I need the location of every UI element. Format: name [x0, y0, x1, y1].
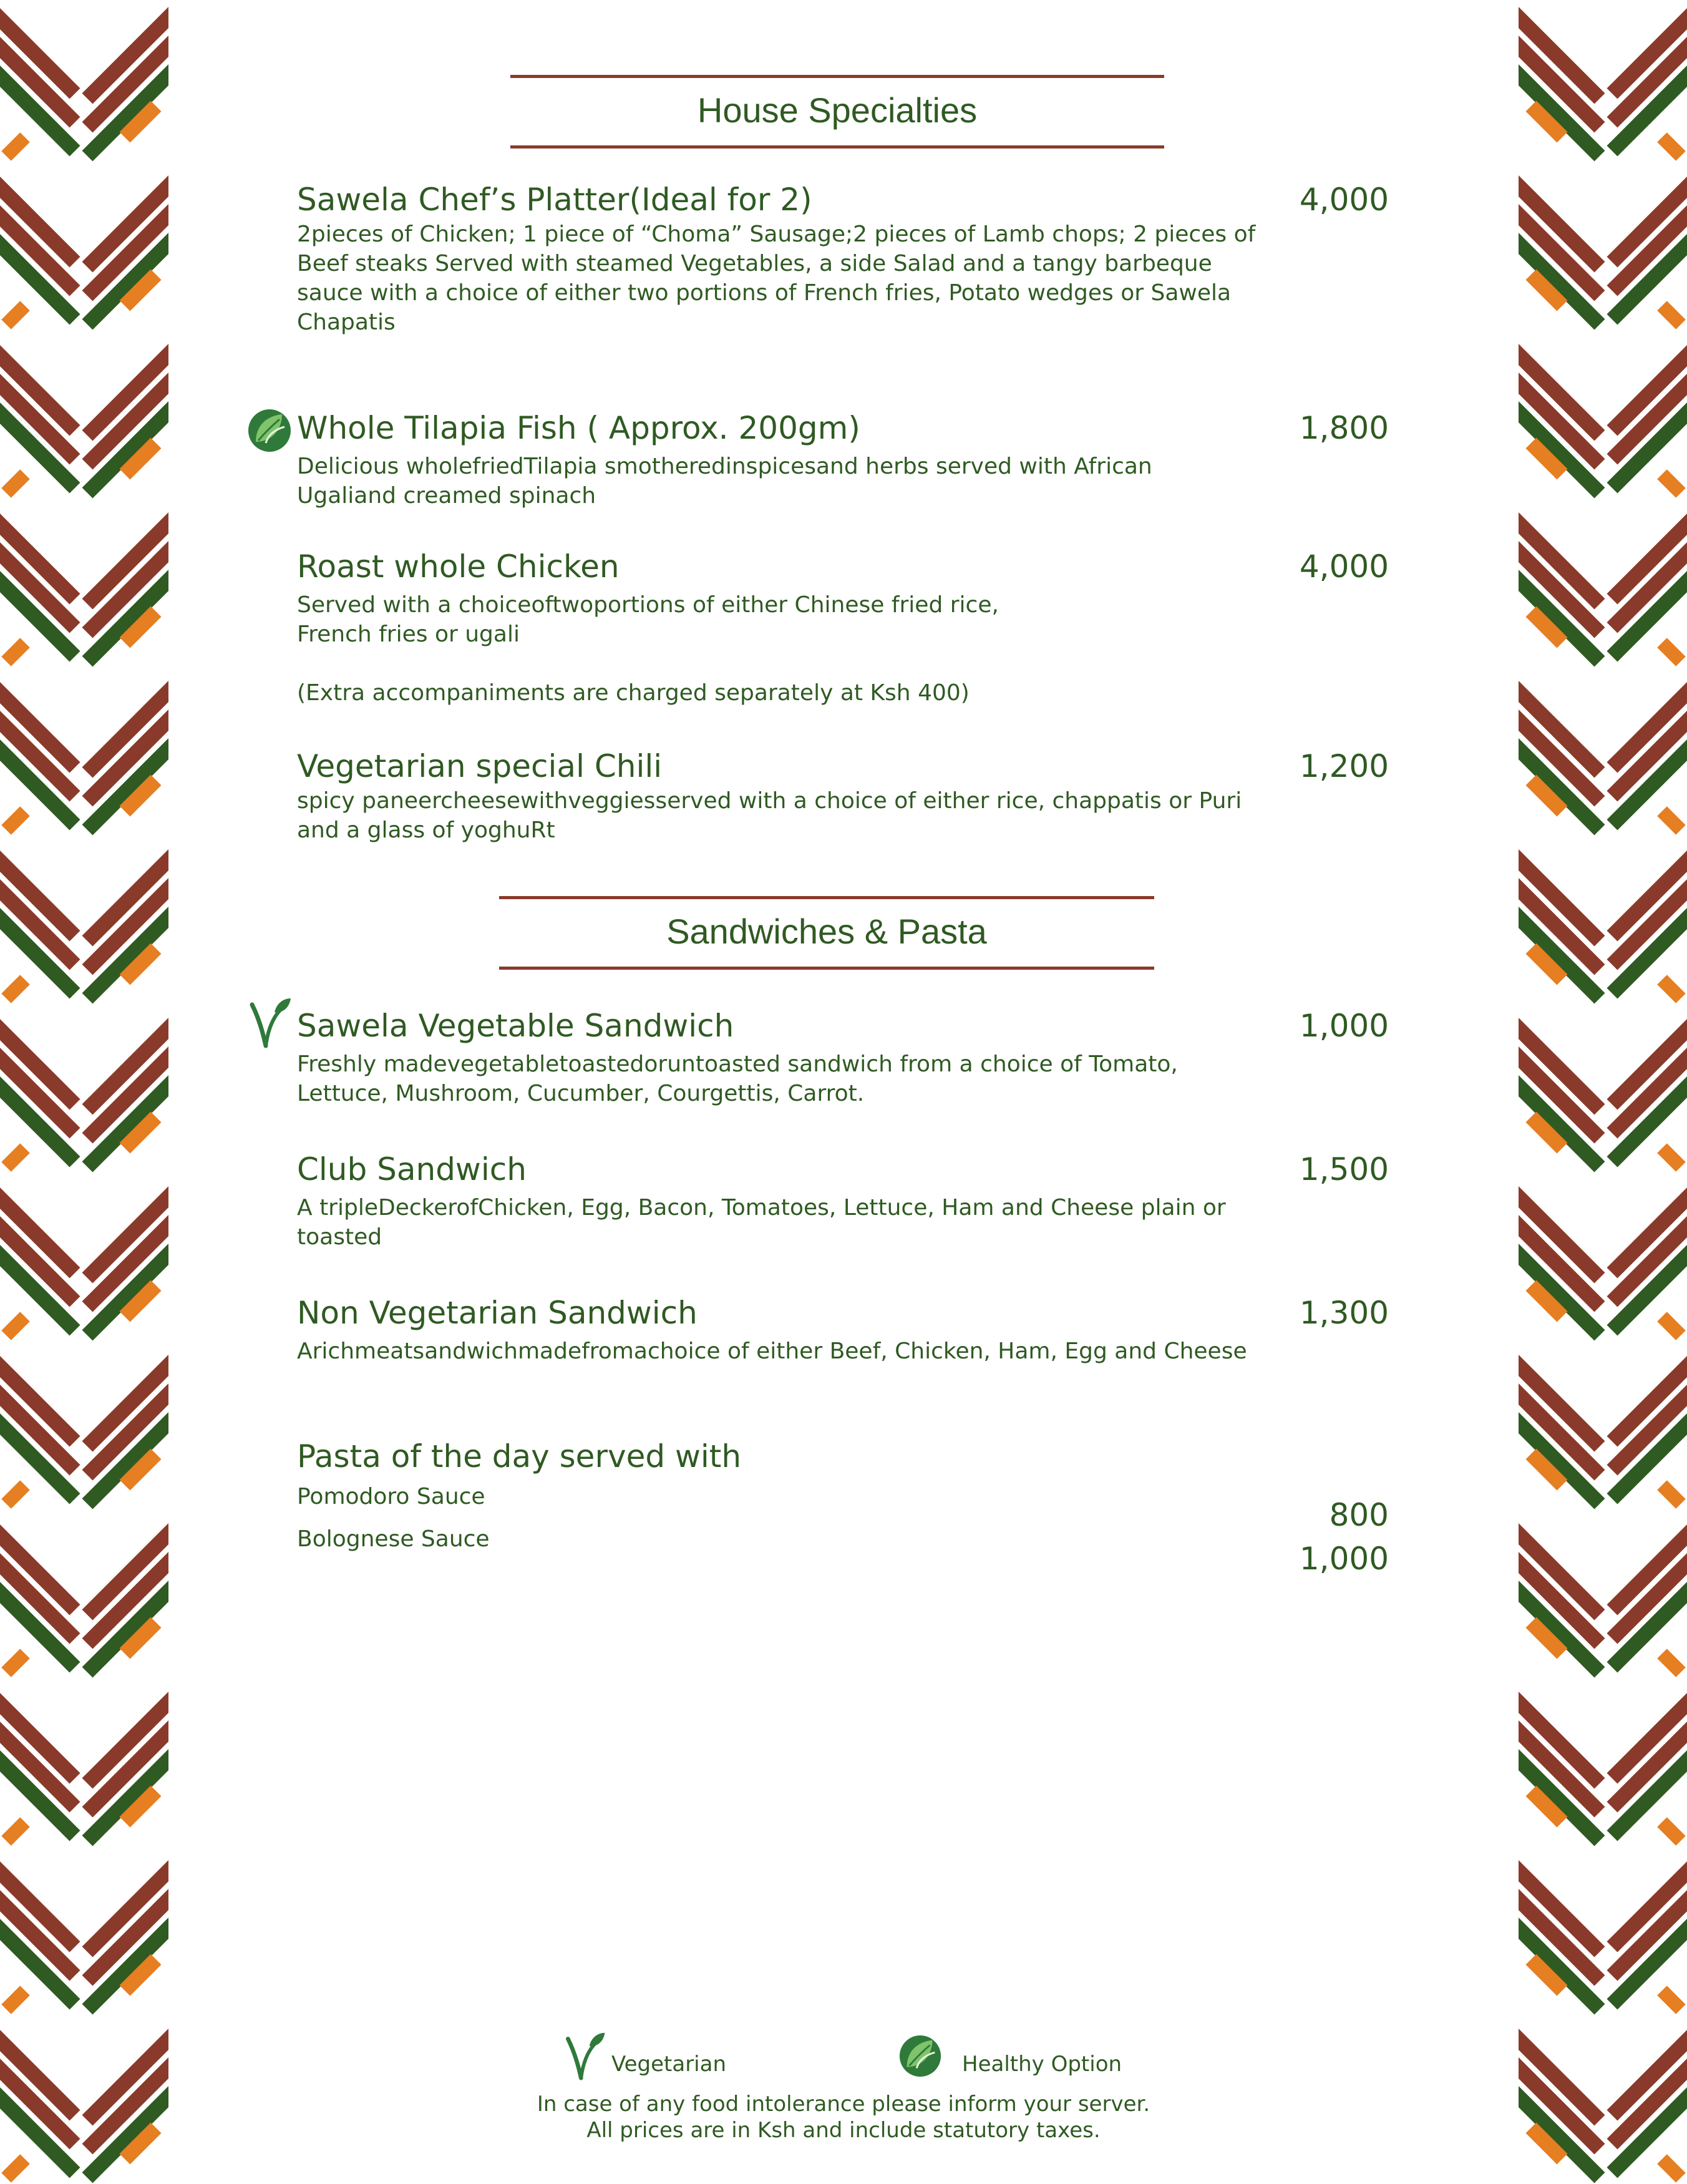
item-price: 1,500 — [1299, 1151, 1389, 1187]
legend-vegetarian-label: Vegetarian — [611, 2052, 727, 2077]
footer-intolerance-notice: In case of any food intolerance please inform your server. — [537, 2092, 1150, 2117]
section-header-house-specialties — [510, 75, 1164, 149]
header-rule-top — [510, 75, 1164, 78]
item-name: Pasta of the day served with — [297, 1438, 742, 1475]
pasta-option-price: 1,000 — [1299, 1541, 1389, 1577]
item-name: Sawela Chef’s Platter(Ideal for 2) — [297, 182, 812, 218]
item-description: Freshly madevegetabletoastedoruntoasted sandwich from a choice of Tomato, Lettuce, Mushroom, Cucumber, Courgettis, Carrot. — [297, 1051, 1178, 1106]
legend-healthy-label: Healthy Option — [962, 2052, 1122, 2077]
healthy-option-icon — [247, 406, 292, 456]
pasta-option-label: Pomodoro Sauce — [297, 1484, 485, 1509]
item-price: 1,800 — [1299, 410, 1389, 446]
item-description: Served with a choiceoftwoportions of either Chinese fried rice, French fries or ugali — [297, 592, 999, 647]
item-name: Sawela Vegetable Sandwich — [297, 1008, 734, 1044]
pasta-option-price: 800 — [1329, 1497, 1389, 1533]
item-description: A tripleDeckerofChicken, Egg, Bacon, Tomatoes, Lettuce, Ham and Cheese plain or toasted — [297, 1195, 1226, 1250]
menu-item-vegetarian-chili — [297, 746, 1258, 845]
menu-item-club-sandwich — [297, 1149, 1258, 1252]
item-price: 1,300 — [1299, 1295, 1389, 1331]
menu-item-roast-chicken — [297, 547, 1258, 708]
header-rule-bottom — [510, 145, 1164, 149]
item-description: Delicious wholefriedTilapia smotheredinspicesand herbs served with African Ugaliand creamed spinach — [297, 454, 1152, 509]
menu-item-pasta-of-the-day — [297, 1436, 1258, 1476]
item-name: Non Vegetarian Sandwich — [297, 1295, 698, 1331]
menu-item-tilapia — [297, 408, 1258, 510]
menu-item-non-vegetarian-sandwich — [297, 1293, 1258, 1366]
vegetarian-icon — [563, 2030, 606, 2083]
footer-prices-notice: All prices are in Ksh and include statutory taxes. — [586, 2118, 1101, 2143]
header-rule-bottom — [499, 967, 1154, 970]
vegetarian-icon — [247, 996, 292, 1051]
item-price: 1,000 — [1299, 1008, 1389, 1044]
section-title: Sandwiches & Pasta — [666, 912, 987, 951]
item-price: 4,000 — [1299, 548, 1389, 585]
section-title: House Specialties — [697, 90, 978, 130]
right-decorative-pattern — [1519, 0, 1687, 2184]
section-header-sandwiches-pasta — [499, 896, 1154, 970]
item-note: (Extra accompaniments are charged separately at Ksh 400) — [297, 680, 970, 706]
item-name: Roast whole Chicken — [297, 548, 620, 585]
item-description: 2pieces of Chicken; 1 piece of “Choma” Sausage;2 pieces of Lamb chops; 2 pieces of Beef steaks Served with steamed Vegetables, a side Salad and a tangy barbeque sauce with a choice of either two portions of French fries, Potato wedges or Sawela Chapatis — [297, 222, 1256, 335]
header-rule-top — [499, 896, 1154, 899]
pasta-option-label: Bolognese Sauce — [297, 1526, 490, 1552]
left-decorative-pattern — [0, 0, 168, 2184]
item-price: 4,000 — [1299, 182, 1389, 218]
item-name: Club Sandwich — [297, 1151, 527, 1187]
healthy-option-icon — [898, 2032, 942, 2080]
item-name: Whole Tilapia Fish ( Approx. 200gm) — [297, 410, 860, 446]
item-description: spicy paneercheesewithveggiesserved with a choice of either rice, chappatis or Puri and a glass of yoghuRt — [297, 788, 1242, 843]
item-description: Arichmeatsandwichmadefromachoice of either Beef, Chicken, Ham, Egg and Cheese — [297, 1338, 1247, 1364]
item-price: 1,200 — [1299, 748, 1389, 784]
menu-item-vegetable-sandwich — [297, 1006, 1258, 1108]
item-name: Vegetarian special Chili — [297, 748, 663, 784]
menu-item-chefs-platter — [297, 180, 1258, 337]
